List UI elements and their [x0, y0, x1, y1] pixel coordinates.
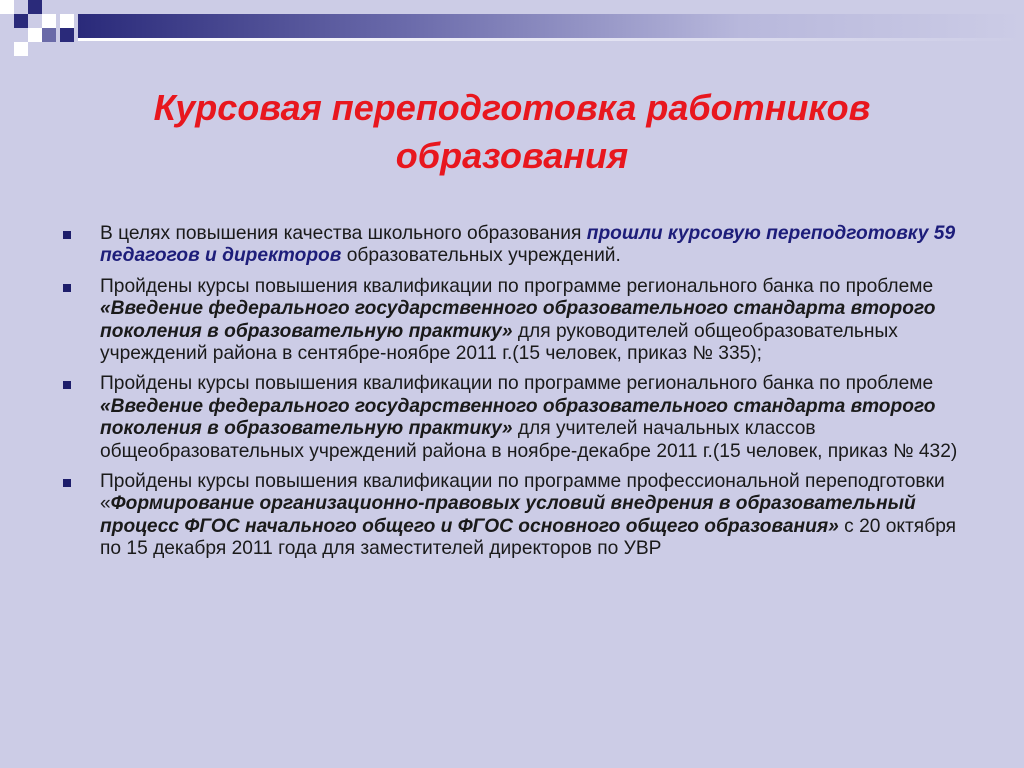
header-divider — [78, 38, 1024, 41]
header-gradient-bar — [78, 14, 1024, 38]
corner-square — [0, 0, 14, 14]
bullet-text — [100, 223, 955, 266]
corner-square — [14, 14, 28, 28]
square-bullet-icon — [63, 284, 71, 292]
text-run: Пройдены курсы повышения квалификации по программе регионального банка по проблеме — [100, 275, 934, 297]
text-run: Пройдены курсы повышения квалификации по программе регионального банка по проблеме — [100, 373, 934, 395]
bullet-text — [100, 276, 935, 364]
corner-square — [28, 28, 42, 42]
text-run: В целях повышения качества школьного образования — [100, 223, 587, 244]
text-run: для учителей начальных классов общеобразовательных учреждений района в ноябре-декабре 2011 г.(15 человек, приказ № 432) — [100, 418, 958, 462]
bullet-item — [60, 471, 980, 561]
bullet-item — [60, 276, 980, 366]
bullet-list — [60, 223, 980, 569]
program-title: «Введение федерального государственного образовательного стандарта второго поколения в образовательную практику» — [100, 395, 936, 440]
bullet-item — [60, 223, 980, 268]
square-bullet-icon — [63, 479, 71, 487]
corner-square — [28, 0, 42, 14]
text-run: с 20 октября по 15 декабря 2011 года для заместителей директоров по УВР — [100, 515, 957, 560]
square-bullet-icon — [63, 231, 71, 239]
slide-title: Курсовая переподготовка работников образования — [153, 87, 871, 176]
program-title: Формирование организационно-правовых условий внедрения в образовательный процесс ФГОС начального общего и ФГОС основного общего образования» — [100, 493, 916, 537]
program-title: «Введение федерального государственного образовательного стандарта второго поколения в образовательную практику» — [100, 298, 936, 342]
bullet-text — [100, 471, 956, 559]
corner-square — [60, 14, 74, 28]
corner-square — [14, 42, 28, 56]
highlighted-text: прошли курсовую переподготовку 59 педагогов и директоров — [100, 223, 956, 267]
square-bullet-icon — [63, 381, 71, 389]
corner-square — [42, 14, 56, 28]
bullet-text — [100, 373, 957, 461]
corner-square — [60, 28, 74, 42]
corner-square — [42, 28, 56, 42]
text-run: образовательных учреждений. — [341, 245, 621, 267]
text-run: для руководителей общеобразовательных учреждений района в сентябре-ноябре 2011 г.(15 человек, приказ № 335); — [100, 320, 898, 365]
text-run: Пройдены курсы повышения квалификации по программе профессиональной переподготовки « — [100, 471, 945, 515]
bullet-item — [60, 373, 980, 463]
